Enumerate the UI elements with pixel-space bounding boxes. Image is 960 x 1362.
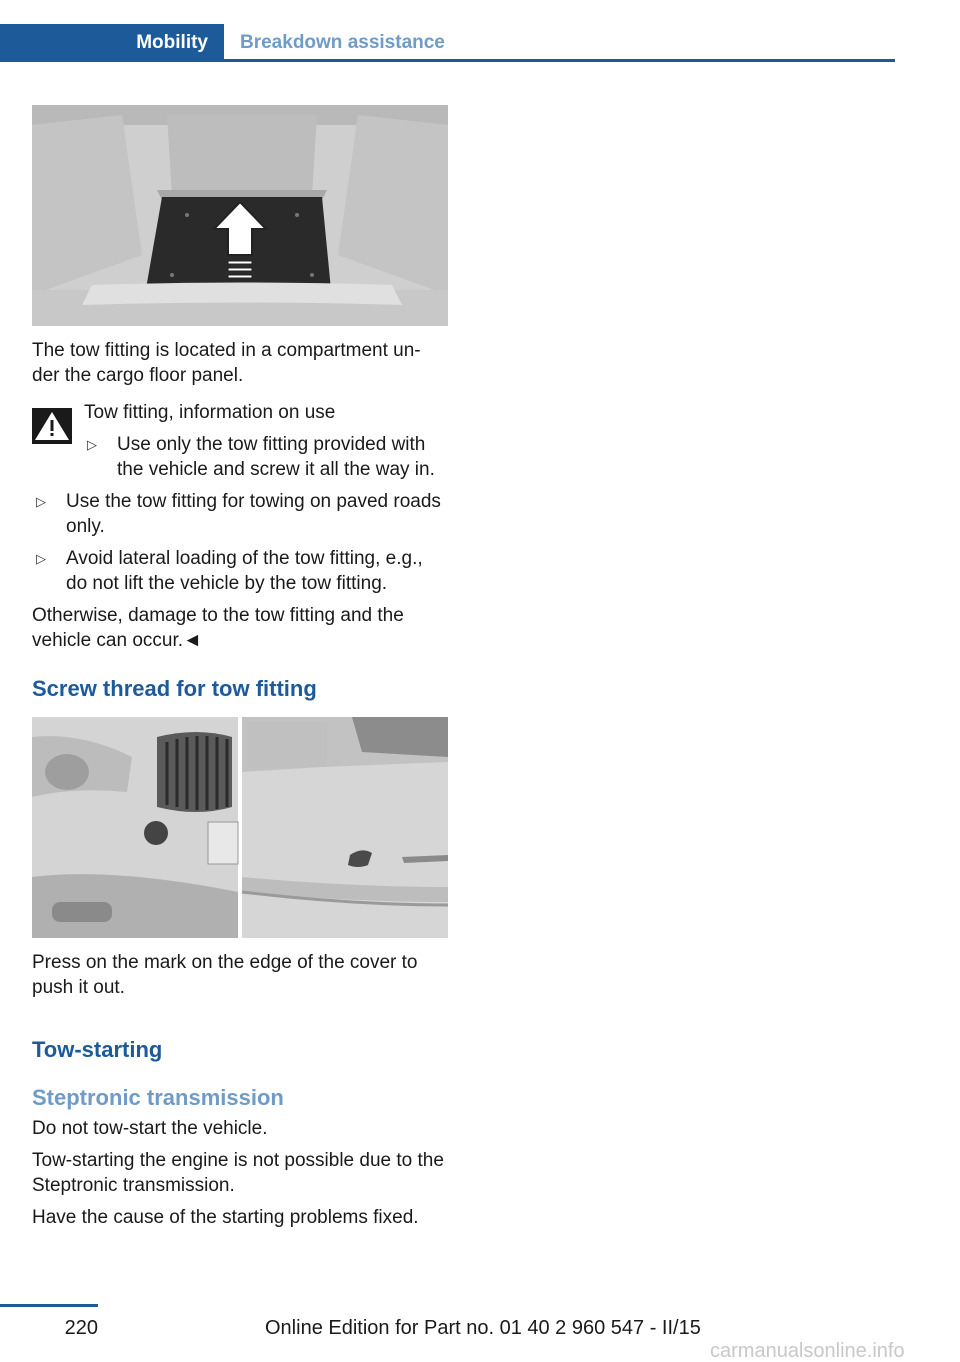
- header-rule: [0, 59, 895, 62]
- watermark-text: carmanualsonline.info: [710, 1340, 905, 1362]
- list-item-text: Use only the tow fitting provided with the vehicle and screw it all the way in.: [117, 434, 435, 480]
- list-item: [87, 432, 448, 482]
- tow-starting-paragraph: Have the cause of the starting problems fixed.: [32, 1207, 419, 1228]
- warning-triangle-icon: [32, 408, 72, 444]
- section-tab: Mobility: [0, 24, 224, 62]
- tow-starting-heading: Tow-starting: [32, 1037, 163, 1062]
- cargo-floor-drawing: [32, 105, 448, 326]
- screw-thread-heading: Screw thread for tow fitting: [32, 676, 317, 701]
- triangle-bullet-icon: ▷: [36, 551, 46, 566]
- bumper-cover-illustration: [32, 717, 448, 938]
- main-content: [32, 105, 448, 1230]
- triangle-bullet-icon: ▷: [36, 494, 46, 509]
- triangle-bullet-icon: ▷: [87, 437, 97, 452]
- subsection-tab: Breakdown assistance: [240, 32, 445, 53]
- list-item-text: Use the tow fitting for towing on paved roads only.: [66, 491, 441, 537]
- list-item-text: Avoid lateral loading of the tow fitting, e.g., do not lift the vehicle by the tow fitting.: [66, 548, 423, 594]
- list-item: [36, 546, 448, 596]
- tow-starting-paragraph: Tow-starting the engine is not possible due to the Steptronic transmission.: [32, 1150, 444, 1196]
- bumper-cover-drawing: [32, 717, 448, 938]
- page-header: [0, 24, 895, 62]
- screw-thread-text: Press on the mark on the edge of the cover to push it out.: [32, 952, 418, 998]
- footer-rule: [0, 1304, 98, 1307]
- page-number: 220: [64, 1317, 98, 1339]
- warning-title: Tow fitting, information on use: [84, 402, 336, 423]
- warning-closing: Otherwise, damage to the tow fitting and the vehicle can occur.◄: [32, 605, 404, 651]
- list-item: [36, 489, 448, 539]
- tow-starting-paragraph: Do not tow-start the vehicle.: [32, 1118, 268, 1139]
- steptronic-subheading: Steptronic transmission: [32, 1085, 284, 1110]
- edition-text: Online Edition for Part no. 01 40 2 960 547 - II/15: [265, 1317, 701, 1339]
- intro-text: The tow fitting is located in a compartment un-der the cargo floor panel.: [32, 340, 421, 386]
- warning-block: [32, 400, 448, 653]
- cargo-floor-illustration: [32, 105, 448, 326]
